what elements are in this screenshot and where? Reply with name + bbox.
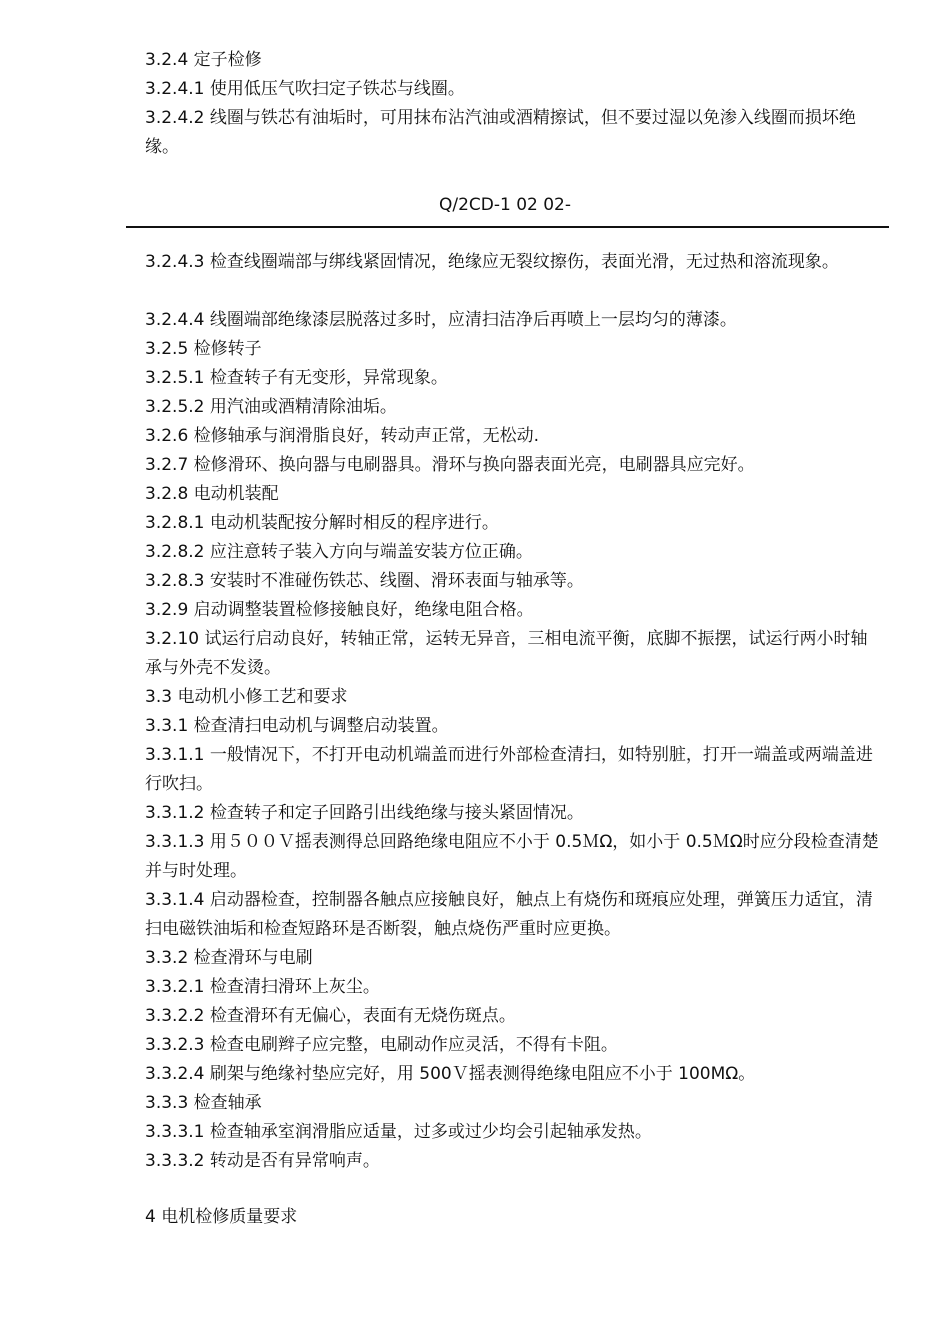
clause-3-2-9: 3.2.9 启动调整装置检修接触良好，绝缘电阻合格。	[145, 600, 534, 620]
clause-3-3-1: 3.3.1 检查清扫电动机与调整启动装置。	[145, 716, 449, 736]
section-heading-4: 4 电机检修质量要求	[145, 1207, 298, 1227]
clause-3-3-1-1: 3.3.1.1 一般情况下，不打开电动机端盖而进行外部检查清扫，如特别脏，打开一端盖或两端盖进行吹扫。	[145, 745, 873, 794]
clause-3-2-8-3: 3.2.8.3 安装时不准碰伤铁芯、线圈、滑环表面与轴承等。	[145, 571, 584, 591]
clause-3-2-6: 3.2.6 检修轴承与润滑脂良好，转动声正常，无松动.	[145, 426, 540, 446]
clause-3-2-8-2: 3.2.8.2 应注意转子装入方向与端盖安装方位正确。	[145, 542, 533, 562]
clause-3-2-8-1: 3.2.8.1 电动机装配按分解时相反的程序进行。	[145, 513, 499, 533]
clause-3-3-2-3: 3.3.2.3 检查电刷辫子应完整，电刷动作应灵活，不得有卡阻。	[145, 1035, 618, 1055]
clause-3-2-4-2: 3.2.4.2 线圈与铁芯有油垢时，可用抹布沾汽油或酒精擦试，但不要过湿以免渗入线圈而损坏绝缘。	[145, 108, 856, 157]
clause-3-3: 3.3 电动机小修工艺和要求	[145, 687, 348, 707]
clause-3-3-2-1: 3.3.2.1 检查清扫滑环上灰尘。	[145, 977, 380, 997]
clause-3-2-7: 3.2.7 检修滑环、换向器与电刷器具。滑环与换向器表面光亮，电刷器具应完好。	[145, 455, 755, 475]
clause-3-2-5: 3.2.5 检修转子	[145, 339, 262, 359]
clause-3-3-2-2: 3.3.2.2 检查滑环有无偏心，表面有无烧伤斑点。	[145, 1006, 516, 1026]
clause-3-2-4: 3.2.4 定子检修	[145, 50, 262, 70]
header-divider	[126, 226, 889, 228]
clause-3-3-3: 3.3.3 检查轴承	[145, 1093, 262, 1113]
clause-3-3-1-3: 3.3.1.3 用５００Ｖ摇表测得总回路绝缘电阻应不小于 0.5ＭΩ，如小于 0.5ＭΩ时应分段检查清楚并与时处理。	[145, 832, 879, 881]
document-code-header: Q/2CD-1 02 02-	[438, 195, 572, 215]
clause-3-3-1-2: 3.3.1.2 检查转子和定子回路引出线绝缘与接头紧固情况。	[145, 803, 584, 823]
clause-3-3-3-2: 3.3.3.2 转动是否有异常响声。	[145, 1151, 380, 1171]
clause-3-2-5-2: 3.2.5.2 用汽油或酒精清除油垢。	[145, 397, 397, 417]
clause-3-3-2: 3.3.2 检查滑环与电刷	[145, 948, 313, 968]
clause-3-2-4-3: 3.2.4.3 检查线圈端部与绑线紧固情况，绝缘应无裂纹擦伤，表面光滑，无过热和溶流现象。	[145, 252, 839, 272]
clause-3-2-4-1: 3.2.4.1 使用低压气吹扫定子铁芯与线圈。	[145, 79, 465, 99]
clause-3-2-10: 3.2.10 试运行启动良好，转轴正常，运转无异音，三相电流平衡，底脚不振摆，试运行两小时轴承与外壳不发烫。	[145, 629, 868, 678]
clause-3-2-4-4: 3.2.4.4 线圈端部绝缘漆层脱落过多时，应清扫洁净后再喷上一层均匀的薄漆。	[145, 310, 737, 330]
clause-3-3-3-1: 3.3.3.1 检查轴承室润滑脂应适量，过多或过少均会引起轴承发热。	[145, 1122, 652, 1142]
clause-3-2-8: 3.2.8 电动机装配	[145, 484, 279, 504]
clause-3-2-5-1: 3.2.5.1 检查转子有无变形，异常现象。	[145, 368, 448, 388]
clause-3-3-2-4: 3.3.2.4 刷架与绝缘衬垫应完好，用 500Ｖ摇表测得绝缘电阻应不小于 100MΩ。	[145, 1064, 756, 1084]
clause-3-3-1-4: 3.3.1.4 启动器检查，控制器各触点应接触良好，触点上有烧伤和斑痕应处理，弹簧压力适宜，清扫电磁铁油垢和检查短路环是否断裂，触点烧伤严重时应更换。	[145, 890, 873, 939]
